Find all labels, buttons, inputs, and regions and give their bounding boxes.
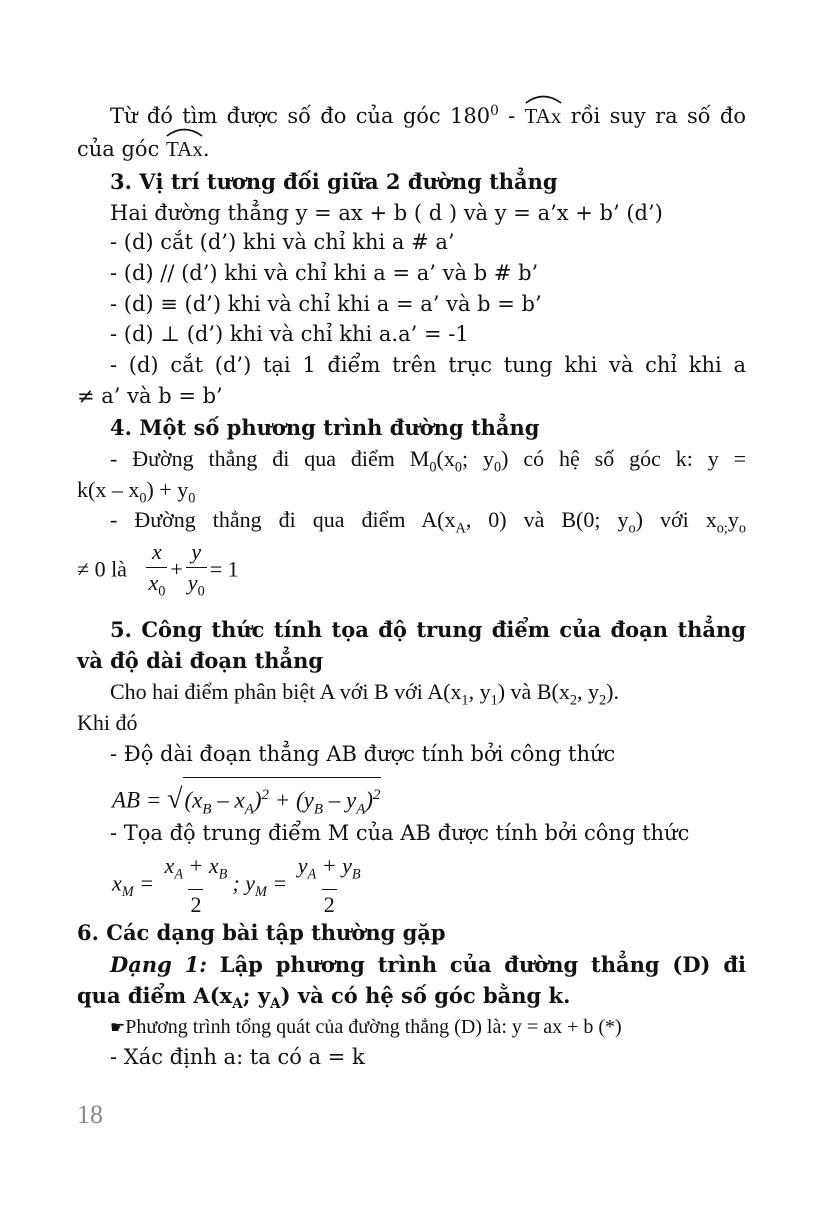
section-3-item-1: - (d) cắt (d’) khi và chỉ khi a # a’ — [110, 230, 455, 254]
section-5-heading-1: 5. Công thức tính tọa độ trung điểm của đoạn thẳng — [110, 617, 746, 642]
pointing-hand-icon: ☛ — [110, 1018, 126, 1038]
page-number: 18 — [77, 1100, 103, 1129]
section-6-heading: 6. Các dạng bài tập thường gặp — [77, 920, 446, 945]
midpoint-x-fraction: $\frac{x_A + x_B}{2}$ — [163, 851, 230, 920]
section-3-heading: 3. Vị trí tương đối giữa 2 đường thẳng — [110, 169, 558, 194]
section-4-item-1: - Đường thẳng đi qua điểm $M_0(x_0$; $y_0$) có hệ số góc k: y = — [110, 446, 747, 476]
section-3-item-5: - (d) cắt (d’) tại 1 điểm trên trục tung khi và chỉ khi a — [110, 353, 746, 377]
section-5-item-2: - Tọa độ trung điểm M của AB được tính bởi công thức — [110, 821, 690, 845]
distance-formula: AB = $√(x_B - x_A)^2 + (y_B - y_A)^2$ — [112, 777, 381, 826]
section-6-item: - Xác định a: ta có a = k — [110, 1045, 365, 1069]
angle-tax-1: TAx — [525, 101, 562, 131]
section-5-item-1: - Độ dài đoạn thẳng AB được tính bởi công thức — [110, 742, 616, 766]
section-5-intro: Cho hai điểm phân biệt A với B với $A(x_1$, $y_1$) và $B(x_2$, $y_2$). — [110, 679, 619, 709]
midpoint-y-fraction: $\frac{y_A + y_B}{2}$ — [296, 851, 363, 920]
section-4-heading: 4. Một số phương trình đường thẳng — [110, 415, 540, 440]
midpoint-formula: $x_M$ = $\frac{x_A + x_B}{2}$ ; $y_M$ = $\frac{y_A + y_B}{2}$ — [112, 851, 366, 922]
section-6-dang-line-1: Dạng 1: Lập phương trình của đường thẳng (D) đi — [110, 952, 746, 977]
section-5-heading-2: và độ dài đoạn thẳng — [77, 648, 324, 673]
section-3-item-5-cont: ≠ a’ và b = b’ — [77, 384, 223, 408]
section-5-intro-2: Khi đó — [77, 710, 138, 735]
section-3-intro: Hai đường thẳng y = ax + b ( d ) và y = a’x + b’ (d’) — [110, 201, 663, 225]
section-3-item-4: - (d) ⊥ (d’) khi và chỉ khi a.a’ = -1 — [110, 322, 469, 346]
section-3-item-3: - (d) ≡ (d’) khi và chỉ khi a = a’ và b = b’ — [110, 292, 542, 316]
intercept-fraction-y: $\frac{y}{y_0}$ — [186, 537, 207, 606]
section-3-item-2: - (d) // (d’) khi và chỉ khi a = a’ và b # b’ — [110, 261, 539, 285]
section-4-item-2: - Đường thẳng đi qua điểm $A(x_A$, 0) và B(0; $y_o$) với $x_{o;}y_o$ — [110, 507, 746, 537]
intro-line-1-content: Từ đó tìm được số đo của góc $180^0$ - TAx rồi suy ra số đo — [110, 96, 746, 131]
section-6-bullet: ☛Phương trình tổng quát của đường thẳng (D) là: y = ax + b (*) — [110, 1016, 622, 1038]
intercept-fraction-x: $\frac{x}{x_0}$ — [146, 537, 167, 606]
section-4-item-2-cont: ≠ 0 là $\frac{x}{x_0}$ + $\frac{y}{y_0}$ = 1 — [77, 537, 239, 606]
section-6-dang-line-2: qua điểm $A(x_A$; $y_A$) và có hệ số góc bằng k. — [77, 983, 571, 1013]
angle-tax-2: TAx — [166, 134, 203, 164]
section-4-item-1-cont: $k(x - x_0) + y_0$ — [77, 477, 196, 507]
intro-line-2: của góc TAx. — [77, 134, 210, 164]
intro-line-1 — [110, 96, 746, 131]
distance-radicand: $(x_B - x_A)^2 + (y_B - y_A)^2$ — [183, 777, 381, 826]
